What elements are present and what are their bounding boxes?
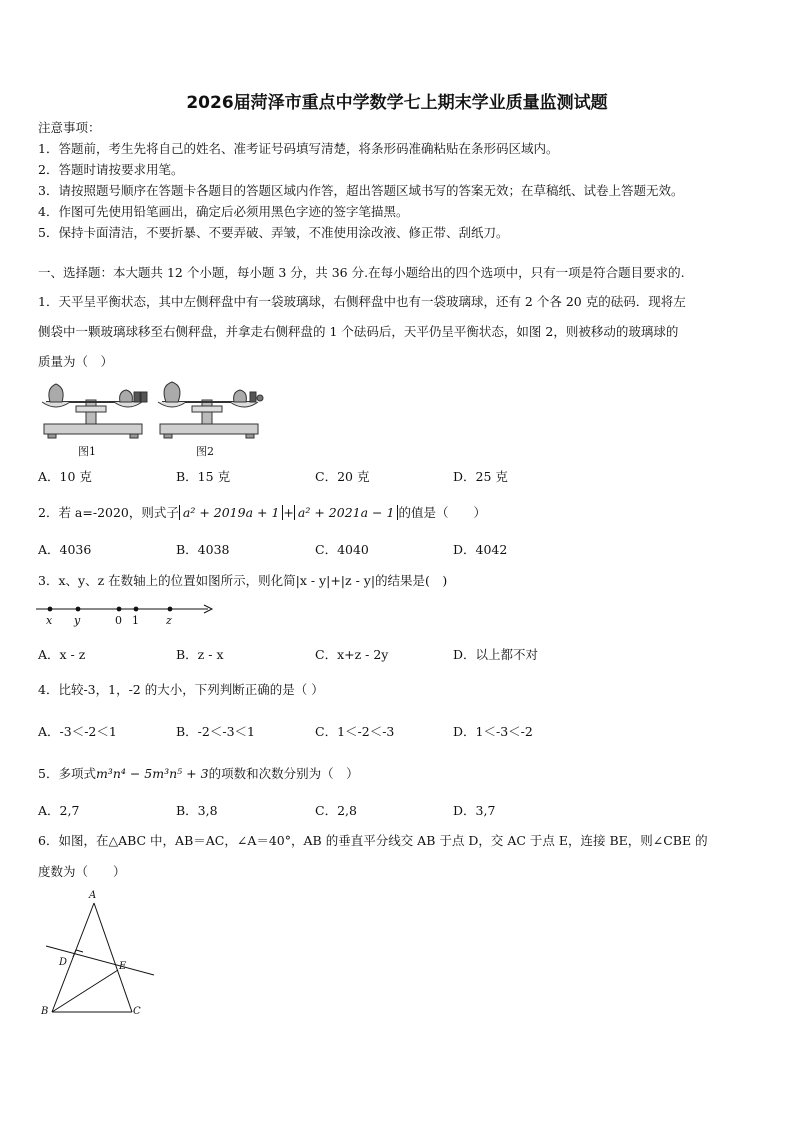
side-ac: [94, 903, 132, 1012]
q6-line-1: 6．如图，在△ABC 中，AB＝AC，∠A＝40°，AB 的垂直平分线交 AB 于点 D，交 AC 于点 E，连接 BE，则∠CBE 的: [38, 833, 708, 848]
point-d-label: D: [59, 957, 68, 968]
q2-prefix: 2．若 a=-2020，则式子: [38, 505, 179, 520]
number-line-label-y: y: [74, 614, 81, 627]
q2-option-a[interactable]: A．4036: [38, 542, 92, 557]
q2-abs-expr-2: a² + 2021a − 1: [294, 505, 399, 520]
q1-option-c[interactable]: C．20 克: [315, 469, 370, 484]
point-0: [117, 607, 122, 612]
fig1-caption: 图1: [78, 445, 96, 458]
q5-suffix: 的项数和次数分别为（ ）: [208, 766, 359, 781]
number-line-label-x: x: [46, 614, 53, 627]
notice-heading: 注意事项：: [38, 120, 101, 135]
q3-option-a[interactable]: A．x - z: [38, 647, 86, 662]
point-z: [168, 607, 173, 612]
balance-figures: [38, 378, 268, 440]
balance-figure-1: [42, 384, 147, 438]
balance-figure-2: [158, 382, 263, 438]
q3-option-d[interactable]: D．以上都不对: [453, 647, 539, 662]
q5-option-a[interactable]: A．2,7: [38, 803, 80, 818]
notice-item-2: 2．答题时请按要求用笔。: [38, 162, 184, 177]
q2-plus: +: [283, 505, 294, 520]
vertex-a-label: A: [89, 890, 97, 901]
q1-line-2: 侧袋中一颗玻璃球移至右侧秤盘，并拿走右侧秤盘的 1 个砝码后，天平仍呈平衡状态，如图 2，则被移动的玻璃球的: [38, 324, 679, 339]
q4-option-d[interactable]: D．1＜-3＜-2: [453, 724, 533, 739]
q3-option-c[interactable]: C．x+z - 2y: [315, 647, 389, 662]
q4-option-a[interactable]: A．-3＜-2＜1: [38, 724, 117, 739]
q5-prefix: 5．多项式: [38, 766, 96, 781]
point-e-label: E: [119, 961, 127, 972]
notice-item-5: 5．保持卡面清洁，不要折暴、不要弄破、弄皱，不准使用涂改液、修正带、刮纸刀。: [38, 225, 509, 240]
q2-question: [38, 504, 486, 522]
number-line-label-0: 0: [115, 614, 122, 627]
q1-line-3: 质量为（ ）: [38, 354, 114, 369]
q2-option-c[interactable]: C．4040: [315, 542, 369, 557]
q1-option-a[interactable]: A．10 克: [38, 469, 92, 484]
triangle-figure: [40, 890, 160, 1025]
notice-item-4: 4．作图可先使用铅笔画出，确定后必须用黑色字迹的签字笔描黑。: [38, 204, 409, 219]
q2-option-d[interactable]: D．4042: [453, 542, 508, 557]
point-x: [48, 607, 53, 612]
q5-question: [38, 765, 359, 783]
q1-line-1: 1．天平呈平衡状态，其中左侧秤盘中有一袋玻璃球，右侧秤盘中也有一袋玻璃球，还有 2 个各 20 克的砝码．现将左: [38, 294, 686, 309]
segment-be: [52, 970, 118, 1012]
q5-polynomial: m³n⁴ − 5m³n⁵ + 3: [95, 766, 209, 781]
point-1: [134, 607, 139, 612]
q2-suffix: 的值是（ ）: [398, 505, 486, 520]
page-title: 2026届菏泽市重点中学数学七上期末学业质量监测试题: [186, 93, 608, 113]
fig2-caption: 图2: [196, 445, 214, 458]
q5-option-c[interactable]: C．2,8: [315, 803, 357, 818]
q3-option-b[interactable]: B．z - x: [176, 647, 224, 662]
q4-option-c[interactable]: C．1＜-2＜-3: [315, 724, 395, 739]
vertex-b-label: B: [41, 1006, 49, 1017]
q6-line-2: 度数为（ ）: [38, 864, 126, 879]
q1-option-d[interactable]: D．25 克: [453, 469, 508, 484]
number-line-label-1: 1: [132, 614, 139, 627]
q3-question: 3．x、y、z 在数轴上的位置如图所示，则化简|x - y|+|z - y|的结果是( ): [38, 573, 448, 588]
number-line-label-z: z: [166, 614, 172, 627]
section-heading: 一、选择题：本大题共 12 个小题，每小题 3 分，共 36 分.在每小题给出的四个选项中，只有一项是符合题目要求的.: [38, 265, 685, 280]
q2-option-b[interactable]: B．4038: [176, 542, 230, 557]
q5-option-b[interactable]: B．3,8: [176, 803, 218, 818]
q5-option-d[interactable]: D．3,7: [453, 803, 496, 818]
q4-option-b[interactable]: B．-2＜-3＜1: [176, 724, 255, 739]
q2-abs-expr-1: a² + 2019a + 1: [179, 505, 284, 520]
number-line: [36, 602, 216, 616]
notice-item-3: 3．请按照题号顺序在答题卡各题目的答题区域内作答，超出答题区域书写的答案无效；在草稿纸、试卷上答题无效。: [38, 183, 684, 198]
q1-option-b[interactable]: B．15 克: [176, 469, 231, 484]
point-y: [76, 607, 81, 612]
q4-question: 4．比较-3，1，-2 的大小，下列判断正确的是（ ）: [38, 682, 324, 697]
vertex-c-label: C: [133, 1006, 141, 1017]
notice-item-1: 1．答题前，考生先将自己的姓名、准考证号码填写清楚，将条形码准确粘贴在条形码区域内。: [38, 141, 559, 156]
